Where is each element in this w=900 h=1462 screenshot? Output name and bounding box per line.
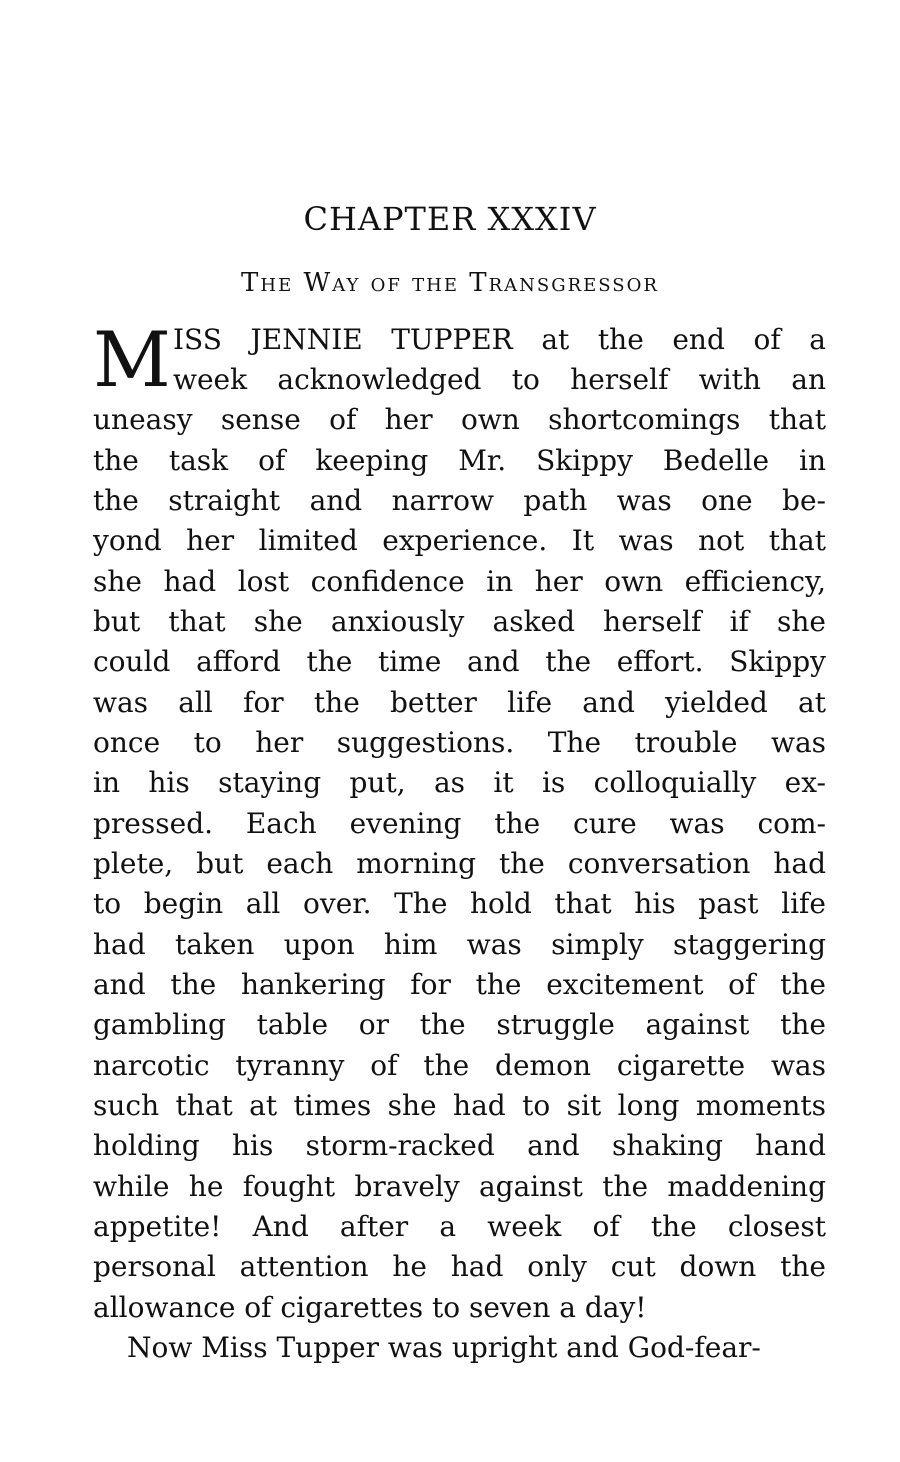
text-line-18: gambling table or the struggle against the: [93, 1008, 826, 1041]
text-line-12: in his staying put, as it is colloquially ex-: [93, 766, 826, 799]
text-line-15: to begin all over. The hold that his past life: [93, 887, 826, 920]
text-line-14: plete, but each morning the conversation had: [93, 847, 826, 880]
text-line-5: the straight and narrow path was one be-: [93, 484, 826, 517]
text-line-9: could afford the time and the effort. Skippy: [93, 645, 826, 678]
text-line-22: while he fought bravely against the maddening: [93, 1170, 826, 1203]
text-line-25: allowance of cigarettes to seven a day!: [93, 1291, 647, 1324]
text-line-6: yond her limited experience. It was not that: [93, 524, 826, 557]
text-line-8: but that she anxiously asked herself if she: [93, 605, 826, 638]
chapter-title: The Way of the Transgressor: [241, 268, 659, 298]
text-line-1: ISS JENNIE TUPPER at the end of a: [173, 323, 826, 356]
text-line-3: uneasy sense of her own shortcomings that: [93, 403, 826, 436]
text-line-4: the task of keeping Mr. Skippy Bedelle in: [93, 444, 826, 477]
text-line-21: holding his storm-racked and shaking hand: [93, 1129, 826, 1162]
text-line-19: narcotic tyranny of the demon cigarette was: [93, 1049, 826, 1082]
text-line-16: had taken upon him was simply staggering: [93, 928, 826, 961]
text-line-10: was all for the better life and yielded at: [93, 686, 826, 719]
text-line-2: week acknowledged to herself with an: [173, 363, 826, 396]
text-line-24: personal attention he had only cut down the: [93, 1250, 826, 1283]
text-line-26: Now Miss Tupper was upright and God-fear-: [127, 1331, 761, 1364]
chapter-number: CHAPTER XXXIV: [303, 200, 597, 238]
text-line-11: once to her suggestions. The trouble was: [93, 726, 826, 759]
text-line-7: she had lost confidence in her own efficiency,: [93, 565, 826, 598]
text-line-13: pressed. Each evening the cure was com-: [93, 807, 826, 840]
text-line-17: and the hankering for the excitement of the: [93, 968, 826, 1001]
text-line-23: appetite! And after a week of the closest: [93, 1210, 826, 1243]
text-line-20: such that at times she had to sit long moments: [93, 1089, 826, 1122]
drop-cap: M: [93, 315, 171, 404]
